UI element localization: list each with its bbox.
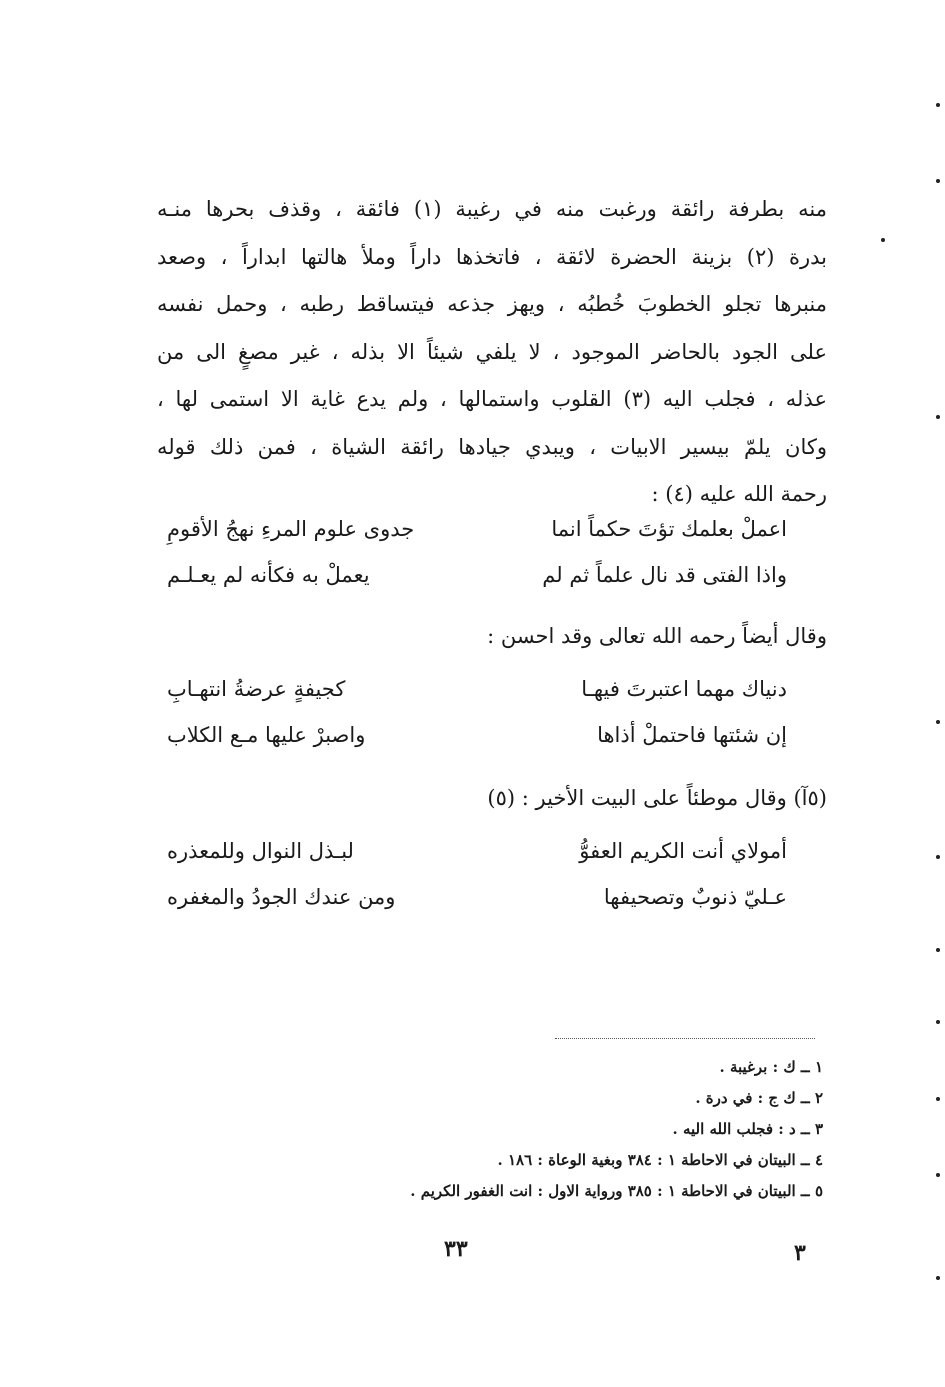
body-line: بدرة (٢) بزينة الحضرة لائقة ، فاتخذها داراً وملأ هالتها ابداراً ، وصعد bbox=[157, 244, 827, 269]
verse-second-hemistich: واصبرْ عليها مـع الكلاب bbox=[167, 723, 366, 747]
verse-first-hemistich: إن شئتها فاحتملْ أذاها bbox=[597, 723, 787, 747]
verse-first-hemistich: أمولاي أنت الكريم العفوُّ bbox=[579, 839, 787, 863]
footnote: ١ ــ ك : برغيبة . bbox=[719, 1058, 823, 1076]
scan-speck bbox=[936, 1097, 940, 1101]
scan-speck bbox=[936, 1276, 940, 1280]
scan-speck bbox=[936, 948, 940, 952]
verse-first-hemistich: واذا الفتى قد نال علماً ثم لم bbox=[542, 563, 787, 587]
verse-first-hemistich: اعملْ بعلمك تؤتَ حكماً انما bbox=[551, 517, 787, 541]
signature-number: ٣ bbox=[794, 1240, 806, 1266]
poem-intro: وقال أيضاً رحمه الله تعالى وقد احسن : bbox=[487, 624, 827, 648]
poem-1 bbox=[167, 506, 787, 598]
verse-line bbox=[167, 552, 787, 598]
verse-line bbox=[167, 666, 787, 712]
scan-speck bbox=[936, 855, 940, 859]
verse-second-hemistich: يعملْ به فكأنه لم يعـلـم bbox=[167, 563, 370, 587]
verse-line bbox=[167, 828, 787, 874]
verse-second-hemistich: جدوى علوم المرءِ نهجُ الأقومِ bbox=[167, 517, 415, 541]
footnotes bbox=[410, 1052, 823, 1207]
verse-line bbox=[167, 874, 787, 920]
verse-line bbox=[167, 712, 787, 758]
poem-3 bbox=[167, 828, 787, 920]
footnote: ٣ ــ د : فجلب الله اليه . bbox=[672, 1120, 823, 1138]
body-line: رحمة الله عليه (٤) : bbox=[651, 482, 827, 506]
scan-speck bbox=[936, 103, 940, 107]
poem-intro: (٥آ) وقال موطئاً على البيت الأخير : (٥) bbox=[487, 786, 827, 810]
footnote: ٥ ــ البيتان في الاحاطة ١ : ٣٨٥ ورواية الاول : انت الغفور الكريم . bbox=[410, 1182, 823, 1200]
scan-speck bbox=[936, 720, 940, 724]
body-line: منه بطرفة رائقة ورغبت منه في رغيبة (١) فائقة ، وقذف بحرها منـه bbox=[157, 197, 827, 221]
scan-speck bbox=[936, 1020, 940, 1024]
verse-first-hemistich: عـليّ ذنوبٌ وتصحيفها bbox=[603, 885, 787, 909]
scan-speck bbox=[936, 415, 940, 419]
verse-second-hemistich: كجيفةٍ عرضةُ انتهـابِ bbox=[167, 677, 346, 701]
poem-2 bbox=[167, 666, 787, 758]
page-number: ٣٣ bbox=[444, 1236, 468, 1262]
scan-speck bbox=[936, 1173, 940, 1177]
body-line: عذله ، فجلب اليه (٣) القلوب واستمالها ، ولم يدع غاية الا استمى لها ، bbox=[157, 387, 827, 411]
scan-speck bbox=[936, 179, 940, 183]
verse-line bbox=[167, 506, 787, 552]
verse-first-hemistich: دنياك مهما اعتبرتَ فيهـا bbox=[581, 677, 787, 701]
body-line: وكان يلمّ بيسير الابيات ، ويبدي جيادها رائقة الشياة ، فمن ذلك قوله bbox=[157, 434, 827, 459]
body-line: منبرها تجلو الخطوبَ خُطبُه ، ويهز جذعه فيتساقط رطبه ، وحمل نفسه bbox=[157, 292, 827, 316]
footnote: ٢ ــ ك ج : في درة . bbox=[695, 1089, 823, 1107]
footnote: ٤ ــ البيتان في الاحاطة ١ : ٣٨٤ وبغية الوعاة : ١٨٦ . bbox=[497, 1151, 823, 1169]
body-line: على الجود بالحاضر الموجود ، لا يلفي شيئاً الا بذله ، غير مصغٍ الى من bbox=[157, 339, 827, 364]
scan-speck bbox=[881, 238, 885, 242]
verse-second-hemistich: لبـذل النوال وللمعذره bbox=[167, 839, 354, 863]
body-paragraph bbox=[157, 186, 827, 519]
footnote-divider bbox=[555, 1038, 815, 1039]
verse-second-hemistich: ومن عندك الجودُ والمغفره bbox=[167, 885, 396, 909]
